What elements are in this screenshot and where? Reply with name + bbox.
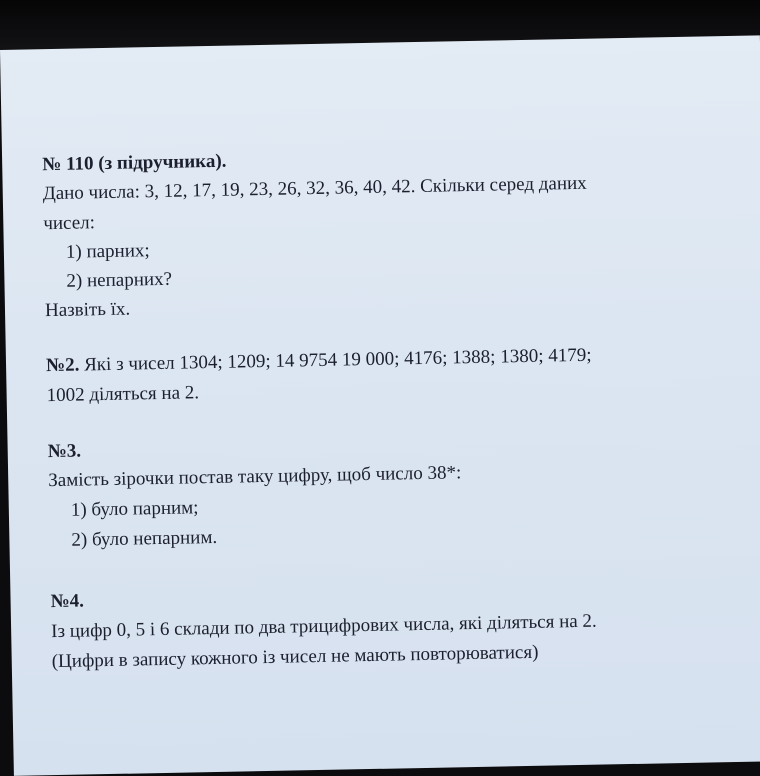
task3-item2: 2) було непарним. <box>71 526 218 551</box>
task2-line2: 1002 діляться на 2. <box>46 382 200 407</box>
task1-line3: Назвіть їх. <box>44 298 131 322</box>
task4-heading: №4. <box>50 590 85 613</box>
task1-line1: Дано числа: 3, 12, 17, 19, 23, 26, 32, 36, 40, 42. Скільки серед даних <box>42 172 587 205</box>
task3-heading: №3. <box>47 440 82 463</box>
task1-heading: № 110 (з підручника). <box>42 150 227 176</box>
task3-line1: Замість зірочки постав таку цифру, щоб число 38*: <box>48 462 462 492</box>
task1-item2: 2) непарних? <box>66 268 173 292</box>
screen <box>0 35 760 775</box>
task4-line2: (Цифри в запису кожного із чисел не мають повторюватися) <box>51 641 539 673</box>
task1-line2: чисел: <box>43 212 96 235</box>
task3-item1: 1) було парним; <box>70 497 199 521</box>
task2-heading: №2. <box>45 354 80 377</box>
task4-line1: Із цифр 0, 5 і 6 склади по два трицифрових числа, які діляться на 2. <box>50 610 597 643</box>
task1-item1: 1) парних; <box>65 240 150 263</box>
document <box>42 141 742 673</box>
task2-question: Які з чисел 1304; 1209; 14 9754 19 000; 4176; 1388; 1380; 4179; <box>79 344 592 376</box>
task2-line1 <box>46 345 592 377</box>
